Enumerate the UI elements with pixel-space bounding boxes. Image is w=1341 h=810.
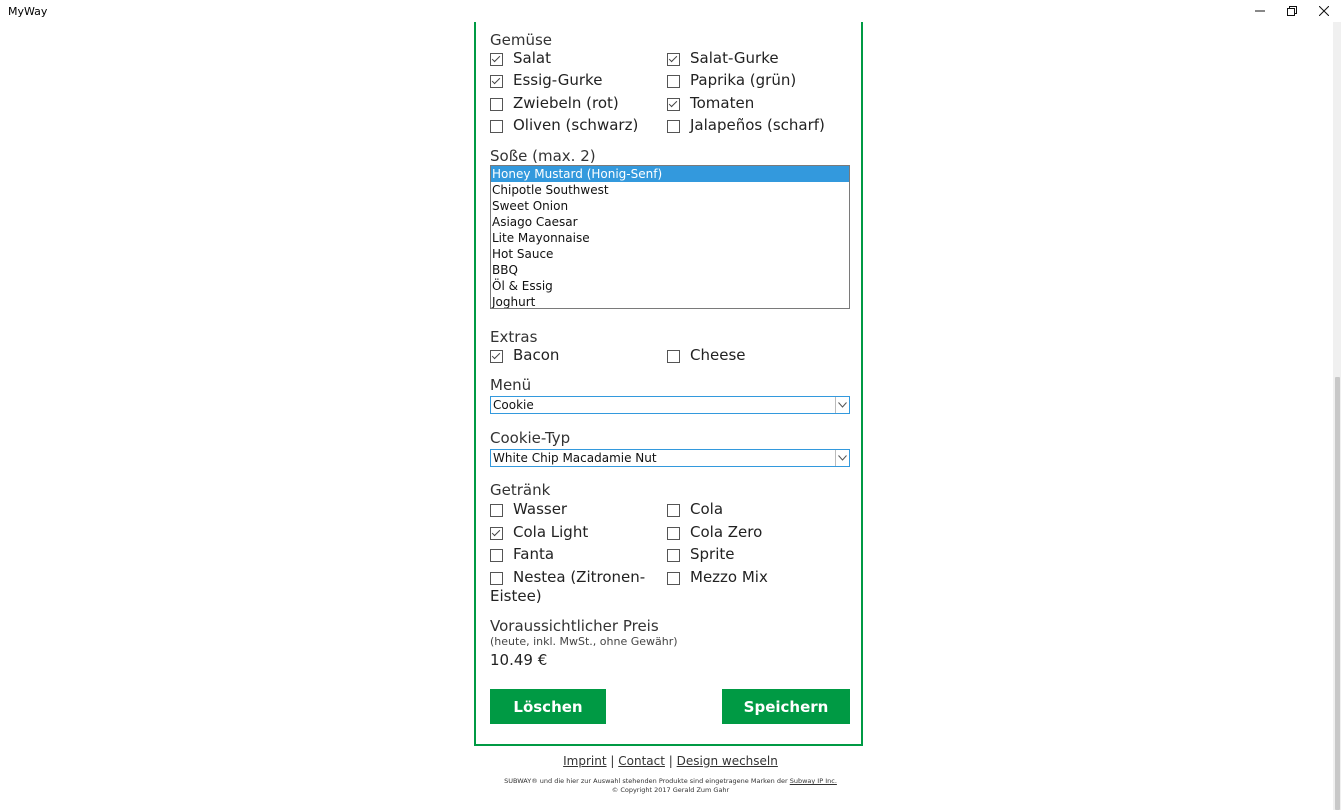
restore-button[interactable] <box>1276 0 1308 22</box>
minimize-icon <box>1255 6 1265 16</box>
checkbox-label: Salat <box>513 49 551 67</box>
checkbox-box[interactable] <box>667 120 680 133</box>
checkbox-box[interactable] <box>490 572 503 585</box>
section-title-extras: Extras <box>490 328 538 346</box>
checkbox-jalapenos[interactable] <box>667 116 825 135</box>
checkbox-box[interactable] <box>667 75 680 88</box>
listbox-item[interactable]: Lite Mayonnaise <box>492 231 590 245</box>
checkbox-label: Essig-Gurke <box>513 71 603 89</box>
scrollbar-thumb[interactable] <box>1335 377 1340 810</box>
cookie-type-select[interactable] <box>490 449 850 467</box>
checkbox-zwiebeln[interactable] <box>490 94 619 113</box>
listbox-item[interactable]: BBQ <box>492 263 518 277</box>
listbox-item[interactable]: Chipotle Southwest <box>492 183 609 197</box>
checkbox-box[interactable] <box>667 98 680 111</box>
checkbox-oliven[interactable] <box>490 116 638 135</box>
section-title-cookie: Cookie-Typ <box>490 429 571 447</box>
minimize-button[interactable] <box>1244 0 1276 22</box>
checkbox-box[interactable] <box>667 350 680 363</box>
listbox-item[interactable]: Joghurt <box>492 295 536 309</box>
restore-icon <box>1287 6 1297 16</box>
checkbox-label-continued: Eistee) <box>490 587 542 605</box>
price-label: Voraussichtlicher Preis <box>490 617 659 635</box>
subway-ip-link[interactable]: Subway IP Inc. <box>789 777 837 785</box>
checkbox-label: Mezzo Mix <box>690 568 768 586</box>
checkbox-label: Cheese <box>690 346 746 364</box>
checkbox-label: Paprika (grün) <box>690 71 797 89</box>
checkbox-tomaten[interactable] <box>667 94 754 113</box>
checkbox-label: Cola Zero <box>690 523 763 541</box>
app-title: MyWay <box>8 5 48 18</box>
copyright-text: © Copyright 2017 Gerald Zum Gahr <box>611 786 730 794</box>
delete-button[interactable]: Löschen <box>490 689 606 724</box>
checkbox-bacon[interactable] <box>490 346 559 365</box>
listbox-item[interactable]: Öl & Essig <box>492 279 553 293</box>
checkbox-box[interactable] <box>667 549 680 562</box>
checkbox-label: Jalapeños (scharf) <box>690 116 825 134</box>
menu-select-value: Cookie <box>493 398 534 412</box>
section-title-getraenk: Getränk <box>490 481 551 499</box>
chevron-down-icon[interactable] <box>835 397 849 413</box>
checkbox-box[interactable] <box>490 350 503 363</box>
checkbox-salat[interactable] <box>490 49 551 68</box>
contact-link[interactable]: Contact <box>618 754 665 768</box>
checkbox-paprika[interactable] <box>667 71 796 90</box>
footer-separator: | <box>668 754 673 768</box>
checkbox-label: Fanta <box>513 545 555 563</box>
legal-text: SUBWAY® und die hier zur Auswahl stehenden Produkte sind eingetragene Marken der <box>504 777 788 785</box>
checkbox-salat-gurke[interactable] <box>667 49 779 68</box>
save-button[interactable]: Speichern <box>722 689 850 724</box>
checkbox-box[interactable] <box>667 504 680 517</box>
checkbox-sprite[interactable] <box>667 545 735 564</box>
checkbox-cola-light[interactable] <box>490 523 588 542</box>
checkbox-label: Bacon <box>513 346 560 364</box>
checkbox-label: Zwiebeln (rot) <box>513 94 619 112</box>
checkbox-label: Cola <box>690 500 724 518</box>
vertical-scrollbar[interactable] <box>1333 22 1341 810</box>
checkbox-label: Wasser <box>513 500 568 518</box>
footer-links <box>474 754 867 768</box>
checkbox-box[interactable] <box>490 504 503 517</box>
checkbox-box[interactable] <box>490 549 503 562</box>
design-switch-link[interactable]: Design wechseln <box>676 754 778 768</box>
checkbox-mezzo-mix[interactable] <box>667 568 768 587</box>
close-button[interactable] <box>1308 0 1340 22</box>
sauce-listbox[interactable] <box>490 165 850 309</box>
checkbox-label: Oliven (schwarz) <box>513 116 639 134</box>
checkbox-cola-zero[interactable] <box>667 523 762 542</box>
listbox-item[interactable]: Honey Mustard (Honig-Senf) <box>491 166 849 182</box>
listbox-item[interactable]: Sweet Onion <box>492 199 569 213</box>
footer-legal <box>474 777 867 795</box>
close-icon <box>1319 6 1329 16</box>
checkbox-box[interactable] <box>490 120 503 133</box>
checkbox-nestea-continued <box>490 587 542 606</box>
checkbox-label: Sprite <box>690 545 735 563</box>
checkbox-box[interactable] <box>490 75 503 88</box>
checkbox-label: Nestea (Zitronen- <box>513 568 646 586</box>
checkbox-box[interactable] <box>490 98 503 111</box>
checkbox-label: Cola Light <box>513 523 589 541</box>
section-title-sosse: Soße (max. 2) <box>490 147 596 165</box>
imprint-link[interactable]: Imprint <box>563 754 607 768</box>
checkbox-wasser[interactable] <box>490 500 567 519</box>
checkbox-box[interactable] <box>667 53 680 66</box>
checkbox-box[interactable] <box>490 527 503 540</box>
cookie-select-value: White Chip Macadamie Nut <box>493 451 657 465</box>
price-note: (heute, inkl. MwSt., ohne Gewähr) <box>490 635 678 648</box>
checkbox-cheese[interactable] <box>667 346 745 365</box>
menu-select[interactable] <box>490 396 850 414</box>
listbox-item[interactable]: Hot Sauce <box>492 247 554 261</box>
chevron-down-icon[interactable] <box>835 450 849 466</box>
section-title-gemuese: Gemüse <box>490 31 553 49</box>
checkbox-box[interactable] <box>667 572 680 585</box>
checkbox-box[interactable] <box>490 53 503 66</box>
title-bar <box>0 0 1341 22</box>
price-value: 10.49 € <box>490 651 548 669</box>
listbox-item[interactable]: Asiago Caesar <box>492 215 578 229</box>
footer-separator: | <box>610 754 615 768</box>
section-title-menu: Menü <box>490 376 532 394</box>
checkbox-nestea[interactable] <box>490 568 645 587</box>
checkbox-cola[interactable] <box>667 500 723 519</box>
checkbox-label: Tomaten <box>690 94 755 112</box>
checkbox-fanta[interactable] <box>490 545 554 564</box>
checkbox-essig-gurke[interactable] <box>490 71 602 90</box>
checkbox-label: Salat-Gurke <box>690 49 779 67</box>
checkbox-box[interactable] <box>667 527 680 540</box>
